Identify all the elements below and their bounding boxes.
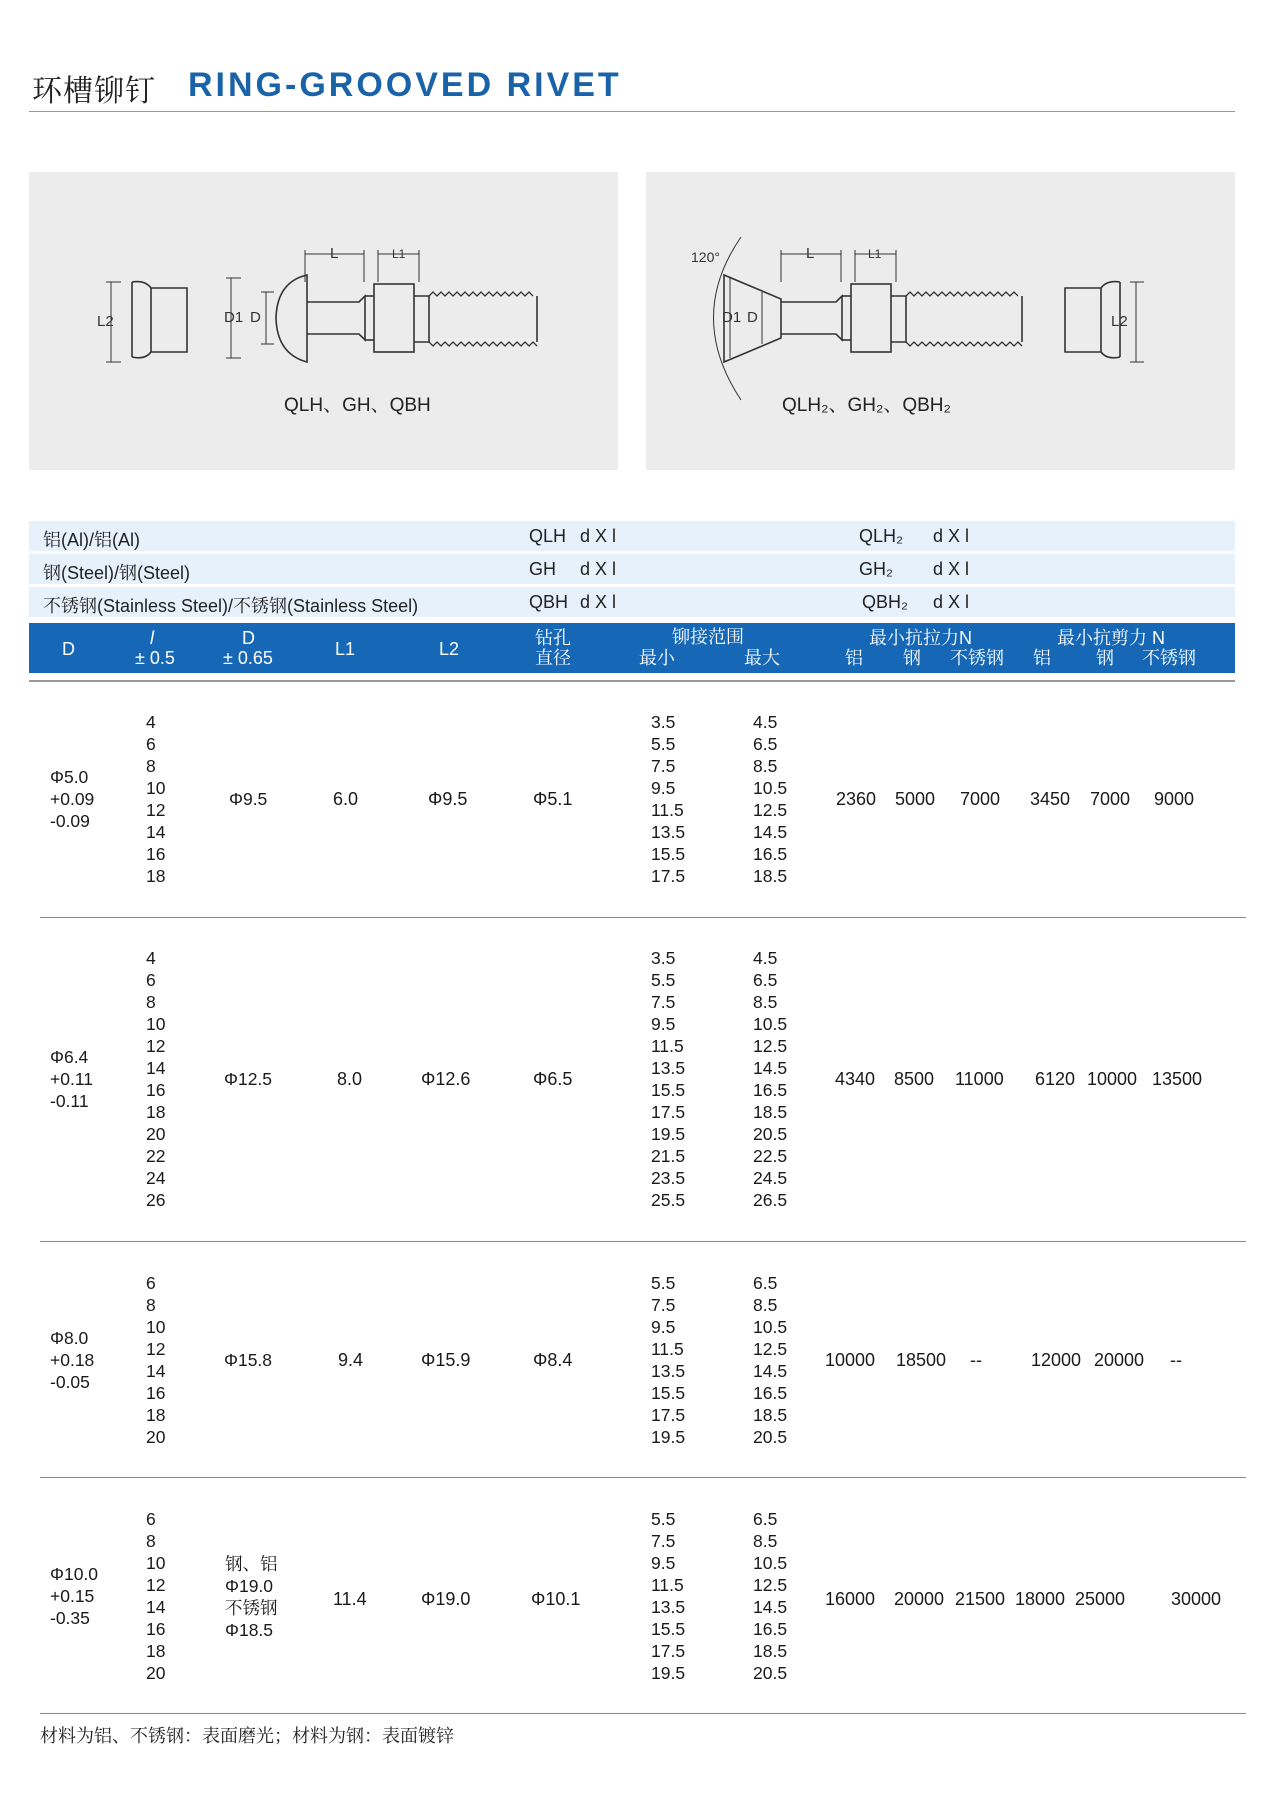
col-l1: L1 xyxy=(335,639,356,659)
grip-min-list: 5.5 7.5 9.5 11.5 13.5 15.5 17.5 19.5 xyxy=(651,1273,686,1447)
dd-cell: Φ15.8 xyxy=(224,1350,273,1370)
diagram-panel-standard xyxy=(29,172,618,470)
col-dd-tol: ± 0.65 xyxy=(223,648,273,668)
material-row-aluminum xyxy=(29,521,1235,551)
label-l: L xyxy=(330,245,339,262)
col-shear-ss: 不锈钢 xyxy=(1142,648,1196,668)
col-tensile-ss: 不锈钢 xyxy=(950,648,1004,668)
l-list: 4 6 8 10 12 14 16 18 20 22 24 26 xyxy=(146,948,166,1210)
l2-cell: Φ12.6 xyxy=(421,1069,471,1089)
l1-cell: 8.0 xyxy=(337,1069,363,1089)
grip-max-list: 6.5 8.5 10.5 12.5 14.5 16.5 18.5 20.5 xyxy=(753,1273,788,1447)
l-list: 6 8 10 12 14 16 18 20 xyxy=(146,1509,166,1683)
tensile-al: 2360 xyxy=(836,789,877,809)
tensile-al: 10000 xyxy=(825,1350,876,1370)
tensile-al: 4340 xyxy=(835,1069,876,1089)
col-tensile: 最小抗拉力N xyxy=(869,628,972,648)
l1-cell: 9.4 xyxy=(338,1350,364,1370)
tensile-steel: 18500 xyxy=(896,1350,947,1370)
d-cell: Φ10.0 +0.15 -0.35 xyxy=(50,1564,99,1628)
table-header xyxy=(29,623,1235,673)
col-grip: 铆接范围 xyxy=(672,627,744,647)
dd-cell: Φ9.5 xyxy=(229,789,268,809)
l-list: 6 8 10 12 14 16 18 20 xyxy=(146,1273,166,1447)
title-divider xyxy=(29,111,1235,112)
tensile-ss: -- xyxy=(970,1350,982,1370)
col-drill-2: 直径 xyxy=(535,648,571,668)
col-l-tol: ± 0.5 xyxy=(135,648,175,668)
col-l: l xyxy=(150,628,154,648)
diagram-caption-standard: QLH、GH、QBH xyxy=(284,395,431,416)
l2-cell: Φ15.9 xyxy=(421,1350,471,1370)
tensile-ss: 7000 xyxy=(960,789,1001,809)
drill-cell: Φ10.1 xyxy=(531,1589,581,1609)
grip-min-list: 5.5 7.5 9.5 11.5 13.5 15.5 17.5 19.5 xyxy=(651,1509,686,1683)
material-name: 钢(Steel)/钢(Steel) xyxy=(43,563,191,583)
shear-al: 18000 xyxy=(1015,1589,1066,1609)
row-divider xyxy=(40,1713,1246,1714)
col-dd: D xyxy=(242,628,255,648)
model-spec: d X l xyxy=(580,592,617,612)
model-code: QBH xyxy=(529,592,569,612)
model-spec-countersunk: d X l xyxy=(933,592,970,612)
dd-cell: 钢、铝 Φ19.0 不锈钢 Φ18.5 xyxy=(225,1554,278,1640)
dd-cell: Φ12.5 xyxy=(224,1069,273,1089)
col-drill-1: 钻孔 xyxy=(535,628,571,648)
model-code-countersunk: GH₂ xyxy=(859,559,893,579)
label-angle: 120° xyxy=(691,249,720,265)
col-shear: 最小抗剪力 N xyxy=(1057,628,1165,648)
material-name: 铝(Al)/铝(Al) xyxy=(43,530,140,550)
tensile-al: 16000 xyxy=(825,1589,876,1609)
grip-max-list: 4.5 6.5 8.5 10.5 12.5 14.5 16.5 18.5 20.5 22.5 24.5 26.5 xyxy=(753,948,788,1210)
label-l2: L2 xyxy=(97,313,114,330)
row-divider xyxy=(40,917,1246,918)
label-l: L xyxy=(806,245,815,262)
tensile-steel: 8500 xyxy=(894,1069,935,1089)
row-divider xyxy=(40,1477,1246,1478)
col-tensile-steel: 钢 xyxy=(903,648,921,668)
label-d: D xyxy=(250,309,261,326)
rivet-standard-drawing xyxy=(29,172,618,470)
footnote: 材料为铝、不锈钢：表面磨光；材料为钢：表面镀锌 xyxy=(40,1726,454,1746)
l2-cell: Φ19.0 xyxy=(421,1589,471,1609)
drill-cell: Φ5.1 xyxy=(533,789,573,809)
col-l2: L2 xyxy=(439,639,460,659)
col-shear-steel: 钢 xyxy=(1096,648,1114,668)
col-d: D xyxy=(62,639,75,659)
model-spec-countersunk: d X l xyxy=(933,559,970,579)
shear-ss: 30000 xyxy=(1171,1589,1222,1609)
material-row-stainless xyxy=(29,587,1235,617)
model-code-countersunk: QBH₂ xyxy=(862,592,908,612)
diagram-caption-countersunk: QLH₂、GH₂、QBH₂ xyxy=(782,395,951,416)
model-code-countersunk: QLH₂ xyxy=(859,526,903,546)
col-shear-al: 铝 xyxy=(1033,648,1051,668)
tensile-ss: 11000 xyxy=(955,1069,1004,1089)
model-spec: d X l xyxy=(580,526,617,546)
shear-steel: 7000 xyxy=(1090,789,1131,809)
shear-steel: 20000 xyxy=(1094,1350,1145,1370)
l-list: 4 6 8 10 12 14 16 18 xyxy=(146,712,166,886)
shear-al: 3450 xyxy=(1030,789,1071,809)
label-l1: L1 xyxy=(868,247,882,261)
col-grip-max: 最大 xyxy=(744,648,780,668)
shear-al: 6120 xyxy=(1035,1069,1076,1089)
label-d1: D1 xyxy=(224,309,244,326)
rivet-countersunk-drawing xyxy=(646,172,1235,470)
tensile-steel: 5000 xyxy=(895,789,936,809)
col-grip-min: 最小 xyxy=(639,648,675,668)
drill-cell: Φ6.5 xyxy=(533,1069,573,1089)
tensile-steel: 20000 xyxy=(894,1589,945,1609)
col-tensile-al: 铝 xyxy=(845,648,863,668)
drill-cell: Φ8.4 xyxy=(533,1350,573,1370)
l2-cell: Φ9.5 xyxy=(428,789,468,809)
l1-cell: 11.4 xyxy=(333,1589,367,1609)
l1-cell: 6.0 xyxy=(333,789,359,809)
d-cell: Φ5.0 +0.09 -0.09 xyxy=(50,767,95,831)
d-cell: Φ8.0 +0.18 -0.05 xyxy=(50,1328,95,1392)
grip-min-list: 3.5 5.5 7.5 9.5 11.5 13.5 15.5 17.5 xyxy=(651,712,686,886)
row-divider xyxy=(40,1241,1246,1242)
label-l2: L2 xyxy=(1111,313,1128,330)
header-rule xyxy=(29,680,1235,682)
shear-steel: 25000 xyxy=(1075,1589,1126,1609)
model-spec-countersunk: d X l xyxy=(933,526,970,546)
grip-max-list: 6.5 8.5 10.5 12.5 14.5 16.5 18.5 20.5 xyxy=(753,1509,788,1683)
grip-max-list: 4.5 6.5 8.5 10.5 12.5 14.5 16.5 18.5 xyxy=(753,712,788,886)
model-code: GH xyxy=(529,559,556,579)
material-row-steel xyxy=(29,554,1235,584)
material-name: 不锈钢(Stainless Steel)/不锈钢(Stainless Steel) xyxy=(43,596,419,616)
d-cell: Φ6.4 +0.11 -0.11 xyxy=(50,1047,93,1111)
title-chinese: 环槽铆钉 xyxy=(32,75,156,108)
label-d: D xyxy=(747,309,758,326)
shear-ss: -- xyxy=(1170,1350,1182,1370)
shear-ss: 13500 xyxy=(1152,1069,1203,1089)
shear-al: 12000 xyxy=(1031,1350,1082,1370)
grip-min-list: 3.5 5.5 7.5 9.5 11.5 13.5 15.5 17.5 19.5 21.5 23.5 25.5 xyxy=(651,948,686,1210)
tensile-ss: 21500 xyxy=(955,1589,1006,1609)
label-d1: D1 xyxy=(722,309,742,326)
title-english: RING-GROOVED RIVET xyxy=(188,66,622,104)
label-l1: L1 xyxy=(392,247,406,261)
model-code: QLH xyxy=(529,526,567,546)
diagram-panel-countersunk xyxy=(646,172,1235,470)
shear-steel: 10000 xyxy=(1087,1069,1138,1089)
shear-ss: 9000 xyxy=(1154,789,1195,809)
model-spec: d X l xyxy=(580,559,617,579)
